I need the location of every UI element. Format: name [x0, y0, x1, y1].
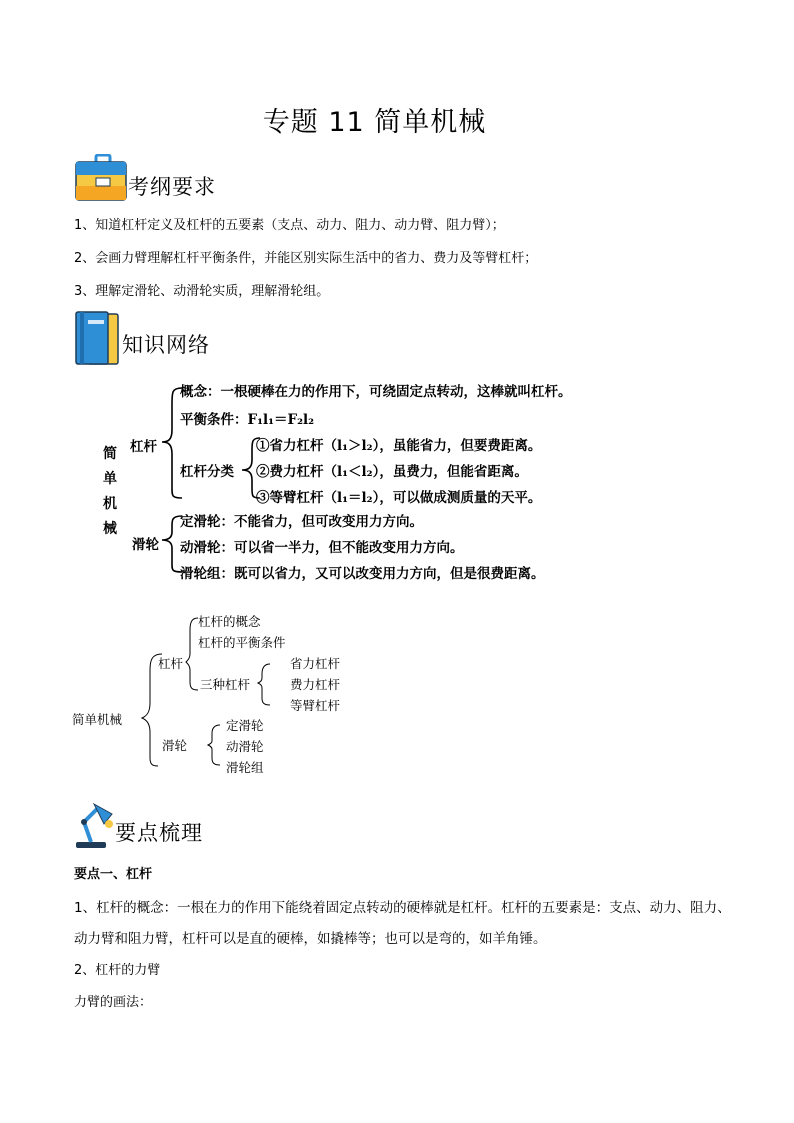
syllabus-item-2: 2、会画力臂理解杠杆平衡条件，并能区别实际生活中的省力、费力及等臂杠杆； — [74, 251, 538, 266]
briefcase-icon — [74, 154, 128, 204]
network-pulley: 滑轮 — [132, 537, 159, 553]
tree-pulley-item-2: 动滑轮 — [226, 739, 264, 754]
network-class-2: ②费力杠杆（l₁＜l₂），虽费力，但能省距离。 — [256, 464, 528, 480]
network-root-char: 单 — [103, 471, 117, 487]
tree-pulley-item-1: 定滑轮 — [226, 718, 264, 733]
network-root-char: 简 — [103, 446, 117, 462]
network-class-1: ①省力杠杆（l₁＞l₂），虽能省力，但要费距离。 — [256, 438, 542, 454]
network-class-3: ③等臂杠杆（l₁＝l₂），可以做成测质量的天平。 — [256, 490, 542, 506]
network-heading: 知识网络 — [122, 333, 210, 357]
network-lever: 杠杆 — [130, 439, 157, 455]
network-pulley-3: 滑轮组：既可以省力，又可以改变用力方向，但是很费距离。 — [180, 566, 545, 582]
tree-three: 三种杠杆 — [200, 677, 251, 692]
network-classify: 杠杆分类 — [180, 464, 234, 480]
book-icon — [74, 310, 122, 366]
tree-pulley: 滑轮 — [162, 738, 188, 753]
network-root-char: 机 — [103, 496, 117, 512]
points-subheading: 要点一、杠杆 — [74, 867, 153, 882]
desk-lamp-icon — [72, 800, 116, 850]
syllabus-heading: 考纲要求 — [128, 175, 216, 199]
network-pulley-2: 动滑轮：可以省一半力，但不能改变用力方向。 — [180, 540, 464, 556]
tree-lever: 杠杆 — [158, 656, 184, 671]
tree-root: 简单机械 — [72, 712, 123, 727]
points-heading: 要点梳理 — [115, 821, 203, 845]
network-diagram — [100, 380, 620, 585]
page-title: 专题 11 简单机械 — [262, 107, 487, 138]
points-item-2: 2、杠杆的力臂 — [74, 963, 161, 978]
tree-three-item-3: 等臂杠杆 — [290, 698, 341, 713]
tree-three-item-2: 费力杠杆 — [290, 677, 341, 692]
tree-lever-item-1: 杠杆的概念 — [198, 614, 261, 629]
syllabus-item-1: 1、知道杠杆定义及杠杆的五要素（支点、动力、阻力、动力臂、阻力臂）； — [74, 218, 505, 233]
network-root — [100, 442, 120, 542]
network-concept: 概念：一根硬棒在力的作用下，可绕固定点转动，这棒就叫杠杆。 — [180, 384, 572, 400]
network-balance: 平衡条件：F₁l₁＝F₂l₂ — [180, 412, 315, 428]
network-root-char: 械 — [103, 521, 117, 537]
tree-three-item-1: 省力杠杆 — [290, 656, 341, 671]
points-item-3: 力臂的画法： — [74, 995, 153, 1010]
tree-lever-item-2: 杠杆的平衡条件 — [198, 635, 286, 650]
syllabus-item-3: 3、理解定滑轮、动滑轮实质，理解滑轮组。 — [74, 284, 330, 299]
tree-pulley-item-3: 滑轮组 — [226, 760, 264, 775]
tree-diagram — [70, 608, 390, 778]
points-paragraph-1: 1、杠杆的概念：一根在力的作用下能绕着固定点转动的硬棒就是杠杆。杠杆的五要素是：支点、动力、阻力、动力臂和阻力臂，杠杆可以是直的硬棒，如撬棒等；也可以是弯的，如羊角锤。 — [74, 900, 731, 947]
network-pulley-1: 定滑轮：不能省力，但可改变用力方向。 — [180, 514, 423, 530]
